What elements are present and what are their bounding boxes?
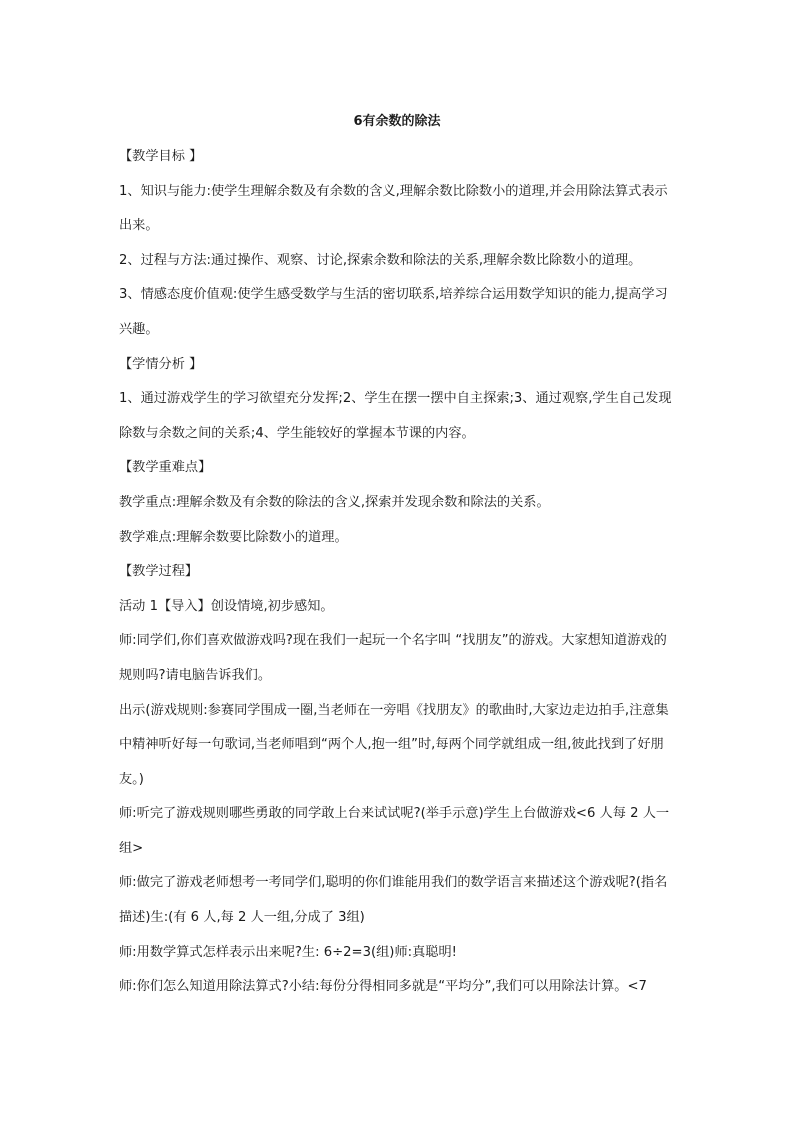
dialogue-paragraph: 师:听完了游戏规则哪些勇敢的同学敢上台来试试呢?(举手示意)学生上台做游戏<6 人每 2 人一组> (119, 806, 670, 856)
keypoint-paragraph: 教学重点:理解余数及有余数的除法的含义,探索并发现余数和除法的关系。 (119, 494, 550, 510)
objective-paragraph: 3、情感态度价值观:使学生感受数学与生活的密切联系,培养综合运用数学知识的能力,提高学习兴趣。 (119, 287, 668, 337)
dialogue-paragraph: 师:用数学算式怎样表示出来呢?生: 6÷2=3(组)师:真聪明! (119, 944, 457, 960)
section-heading-objectives: 【教学目标 】 (119, 149, 203, 164)
objective-paragraph: 2、过程与方法:通过操作、观察、讨论,探索余数和除法的关系,理解余数比除数小的道理。 (119, 252, 642, 268)
section-heading-process: 【教学过程】 (119, 564, 199, 580)
dialogue-paragraph: 师:同学们,你们喜欢做游戏吗?现在我们一起玩一个名字叫 “找朋友”的游戏。大家想知道游戏的规则吗?请电脑告诉我们。 (119, 633, 667, 683)
dialogue-paragraph: 师:你们怎么知道用除法算式?小结:每份分得相同多就是“平均分”,我们可以用除法计算。<7 (119, 979, 647, 995)
rules-paragraph: 出示(游戏规则:参赛同学围成一圈,当老师在一旁唱《找朋友》的歌曲时,大家边走边拍手,注意集中精神听好每一句歌词,当老师唱到“两个人,抱一组”时,每两个同学就组成一组,彼此找到了好朋友。) (119, 702, 669, 787)
document-title: 6有余数的除法 (353, 114, 441, 129)
section-heading-keypoints: 【教学重难点】 (119, 460, 212, 476)
analysis-paragraph: 1、通过游戏学生的学习欲望充分发挥;2、学生在摆一摆中自主探索;3、通过观察,学生自己发现除数与余数之间的关系;4、学生能较好的掌握本节课的内容。 (119, 391, 672, 441)
section-heading-analysis: 【学情分析 】 (119, 356, 203, 372)
difficulty-paragraph: 教学难点:理解余数要比除数小的道理。 (119, 529, 348, 545)
objective-paragraph: 1、知识与能力:使学生理解余数及有余数的含义,理解余数比除数小的道理,并会用除法算式表示出来。 (119, 183, 668, 234)
activity-paragraph: 活动 1【导入】创设情境,初步感知。 (119, 598, 334, 614)
document-body (119, 140, 679, 1005)
dialogue-paragraph: 师:做完了游戏老师想考一考同学们,聪明的你们谁能用我们的数学语言来描述这个游戏呢?(指名描述)生:(有 6 人,每 2 人一组,分成了 3组) (119, 875, 668, 926)
